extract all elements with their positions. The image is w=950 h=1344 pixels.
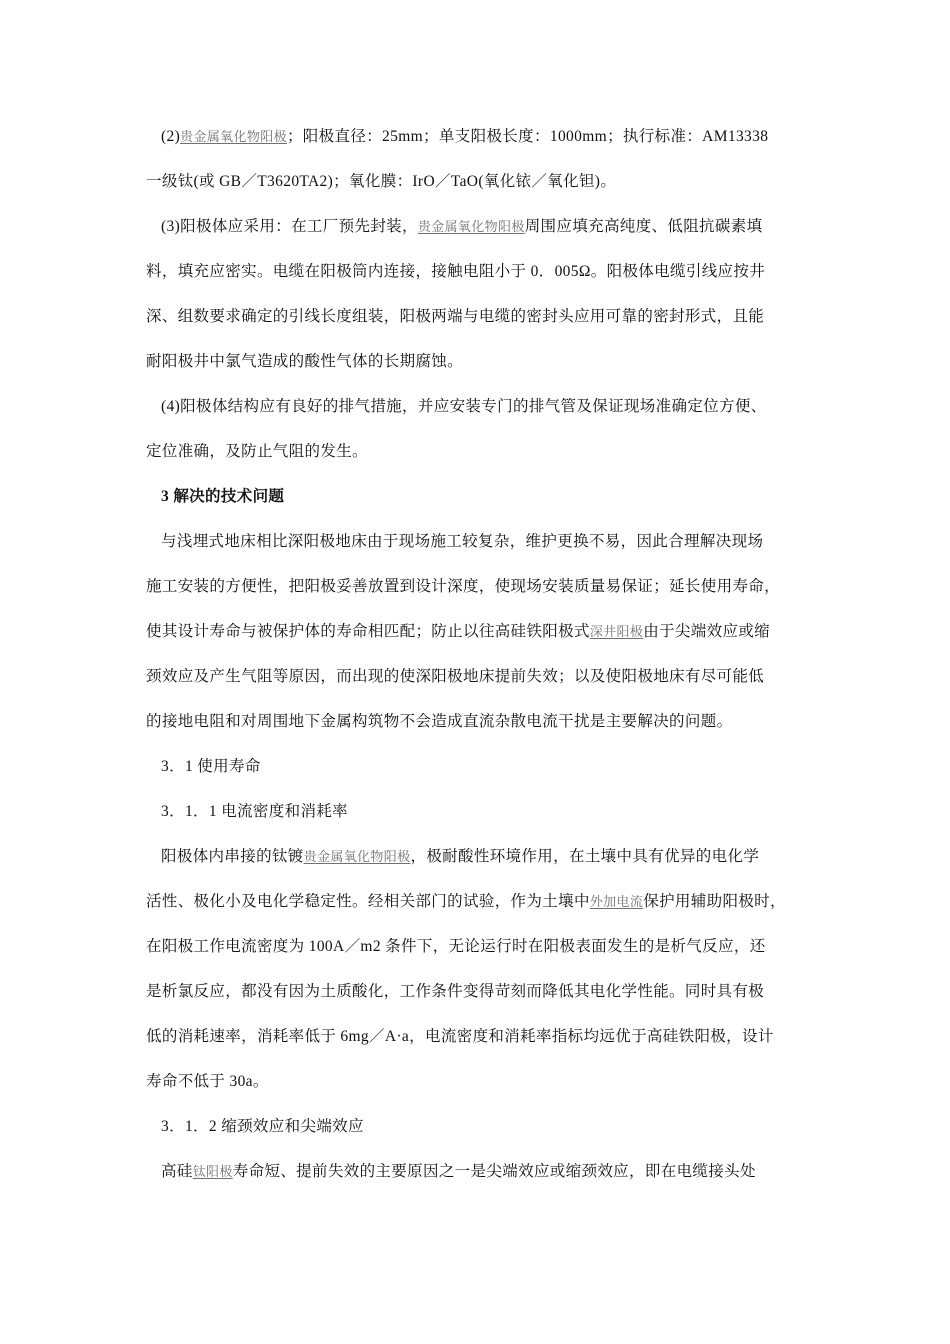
impressed-current-link[interactable]: 外加电流 (589, 894, 644, 909)
para2-line2: 一级钛(或 GB／T3620TA2)；氧化膜：IrO／TaO(氧化铱／氧化钽)。 (146, 173, 617, 190)
section-heading-3-1-1: 3．1．1 电流密度和消耗率 (161, 803, 349, 820)
deep-well-anode-link[interactable]: 深井阳极 (589, 624, 644, 639)
section-heading-3-1: 3．1 使用寿命 (161, 758, 261, 775)
para6-line3: 在阳极工作电流密度为 100A／m2 条件下，无论运行时在阳极表面发生的是析气反应，还 (146, 938, 766, 955)
para5-line2: 施工安装的方便性，把阳极妥善放置到设计深度，使现场安装质量易保证；延长使用寿命， (146, 578, 781, 595)
para3-line1: (3)阳极体应采用：在工厂预先封装，贵金属氧化物阳极周围应填充高纯度、低阻抗碳素填 (161, 218, 763, 235)
precious-metal-oxide-anode-link[interactable]: 贵金属氧化物阳极 (417, 219, 525, 234)
para5-line5: 的接地电阻和对周围地下金属构筑物不会造成直流杂散电流干扰是主要解决的问题。 (146, 713, 733, 730)
para6-line1: 阳极体内串接的钛镀贵金属氧化物阳极，极耐酸性环境作用，在土壤中具有优异的电化学 (161, 848, 760, 865)
para4-line1: (4)阳极体结构应有良好的排气措施，并应安装专门的排气管及保证现场准确定位方便、 (161, 398, 767, 415)
para5-line1: 与浅埋式地床相比深阳极地床由于现场施工较复杂，维护更换不易，因此合理解决现场 (161, 533, 764, 550)
para6-line4: 是析氯反应，都没有因为土质酸化，工作条件变得苛刻而降低其电化学性能。同时具有极 (146, 983, 765, 1000)
para2-line1: (2)贵金属氧化物阳极；阳极直径：25mm；单支阳极长度：1000mm；执行标准：AM13338 (161, 128, 769, 145)
para4-line2: 定位准确，及防止气阻的发生。 (146, 443, 368, 460)
para6-line6: 寿命不低于 30a。 (146, 1073, 269, 1090)
section-heading-3: 3 解决的技术问题 (161, 488, 285, 505)
para6-line2: 活性、极化小及电化学稳定性。经相关部门的试验，作为土壤中外加电流保护用辅助阳极时， (146, 893, 786, 910)
para3-line3: 深、组数要求确定的引线长度组装，阳极两端与电缆的密封头应用可靠的密封形式，且能 (146, 308, 765, 325)
para3-line2: 料，填充应密实。电缆在阳极筒内连接，接触电阻小于 0．005Ω。阳极体电缆引线应按井 (146, 263, 766, 280)
para5-line4: 颈效应及产生气阻等原因，而出现的使深阳极地床提前失效；以及使阳极地床有尽可能低 (146, 668, 765, 685)
para6-line5: 低的消耗速率，消耗率低于 6mg／A·a，电流密度和消耗率指标均远优于高硅铁阳极，设计 (146, 1028, 774, 1045)
precious-metal-oxide-anode-link[interactable]: 贵金属氧化物阳极 (180, 129, 287, 144)
para5-line3: 使其设计寿命与被保护体的寿命相匹配；防止以往高硅铁阳极式深井阳极由于尖端效应或缩 (146, 623, 771, 640)
titanium-anode-link[interactable]: 钛阳极 (192, 1164, 233, 1179)
precious-metal-oxide-anode-link[interactable]: 贵金属氧化物阳极 (303, 849, 411, 864)
para7-line1: 高硅钛阳极寿命短、提前失效的主要原因之一是尖端效应或缩颈效应，即在电缆接头处 (161, 1163, 756, 1180)
section-heading-3-1-2: 3．1．2 缩颈效应和尖端效应 (161, 1118, 364, 1135)
para3-line4: 耐阳极井中氯气造成的酸性气体的长期腐蚀。 (146, 353, 464, 370)
